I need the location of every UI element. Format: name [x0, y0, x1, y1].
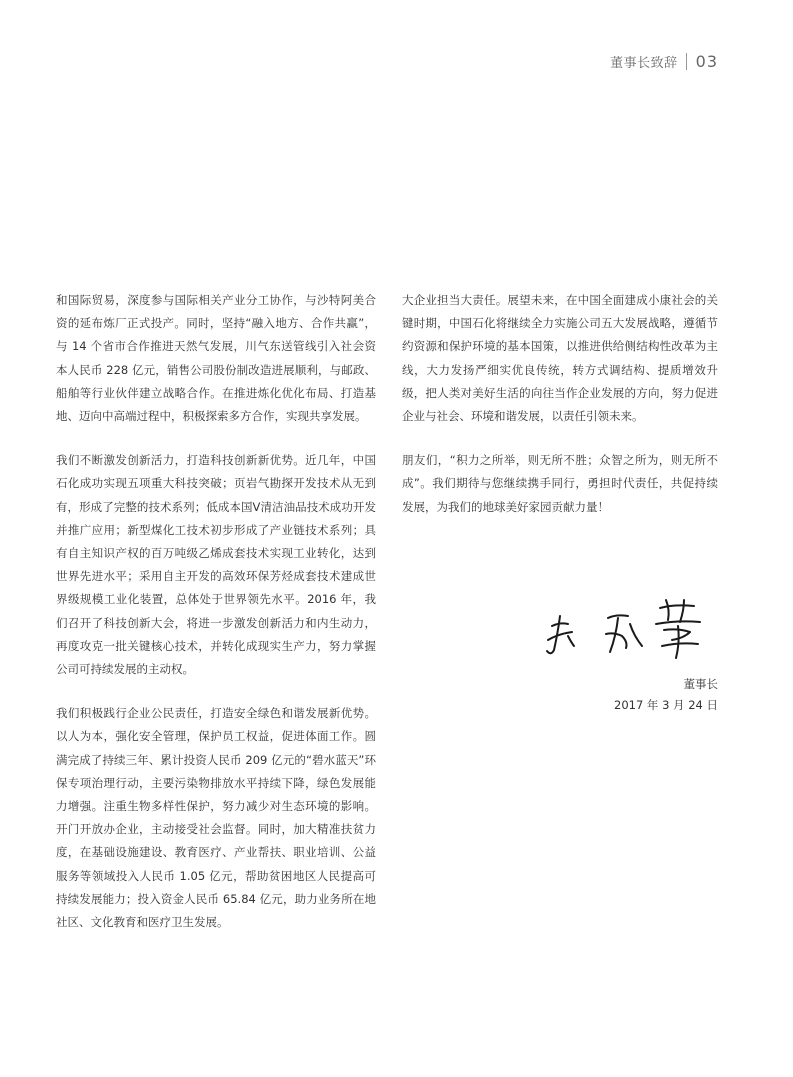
page-number: 03 [695, 52, 718, 71]
paragraph-international-cooperation: 和国际贸易，深度参与国际相关产业分工协作，与沙特阿美合资的延布炼厂正式投产。同时，坚持“融入地方、合作共赢”，与 14 个省市合作推进天然气发展，川气东送管线引入社会资本人民币 228 亿元，销售公司股份制改造进展顺利，与邮政、船舶等行业伙伴建立战略合作。在推进炼化优化布局、打造基地、迈向中高端过程中，积极探索多方合作，实现共享发展。 [56, 293, 376, 424]
section-title: 董事长致辞 [610, 56, 678, 71]
paragraph-corporate-citizenship: 我们积极践行企业公民责任，打造安全绿色和谐发展新优势。以人为本，强化安全管理，保护员工权益，促进体面工作。圆满完成了持续三年、累计投资人民币 209 亿元的“碧水蓝天”环保专项治理行动，主要污染物排放水平持续下降，绿色发展能力增强。注重生物多样性保护，努力减少对生态环境的影响。开门开放办企业，主动接受社会监督。同时，加大精准扶贫力度，在基础设施建设、教育医疗、产业帮扶、职业培训、公益服务等领域投入人民币 1.05 亿元，帮助贫困地区人民提高可持续发展能力；投入资金人民币 65.84 亿元，助力业务所在地社区、文化教育和医疗卫生发展。 [56, 706, 376, 930]
page-header [610, 52, 718, 71]
right-column [402, 289, 718, 540]
paragraph-closing-remarks: 朋友们，“积力之所举，则无所不胜；众智之所为，则无所不成”。我们期待与您继续携手同行，勇担时代责任，共促持续发展，为我们的地球美好家园贡献力量！ [402, 453, 718, 514]
left-column [56, 289, 376, 955]
signatory-title: 董事长 [683, 677, 718, 691]
signature-date: 2017 年 3 月 24 日 [614, 698, 718, 712]
chairman-signature [538, 596, 718, 662]
paragraph-future-outlook: 大企业担当大责任。展望未来，在中国全面建成小康社会的关键时期，中国石化将继续全力实施公司五大发展战略，遵循节约资源和保护环境的基本国策，以推进供给侧结构性改革为主线，大力发扬严细实优良传统，转方式调结构、提质增效升级，把人类对美好生活的向往当作企业发展的方向，努力促进企业与社会、环境和谐发展，以责任引领未来。 [402, 293, 718, 424]
header-divider [686, 53, 687, 70]
paragraph-technology-innovation: 我们不断激发创新活力，打造科技创新新优势。近几年，中国石化成功实现五项重大科技突破；页岩气勘探开发技术从无到有，形成了完整的技术系列；低成本国Ⅴ清洁油品技术成功开发并推广应用；新型煤化工技术初步形成了产业链技术系列；具有自主知识产权的百万吨级乙烯成套技术实现工业转化，达到世界先进水平；采用自主开发的高效环保芳烃成套技术建成世界级规模工业化装置，总体处于世界领先水平。2016 年，我们召开了科技创新大会，将进一步激发创新活力和内生动力，再度攻克一批关键核心技术，并转化成现实生产力，努力掌握公司可持续发展的主动权。 [56, 453, 376, 677]
